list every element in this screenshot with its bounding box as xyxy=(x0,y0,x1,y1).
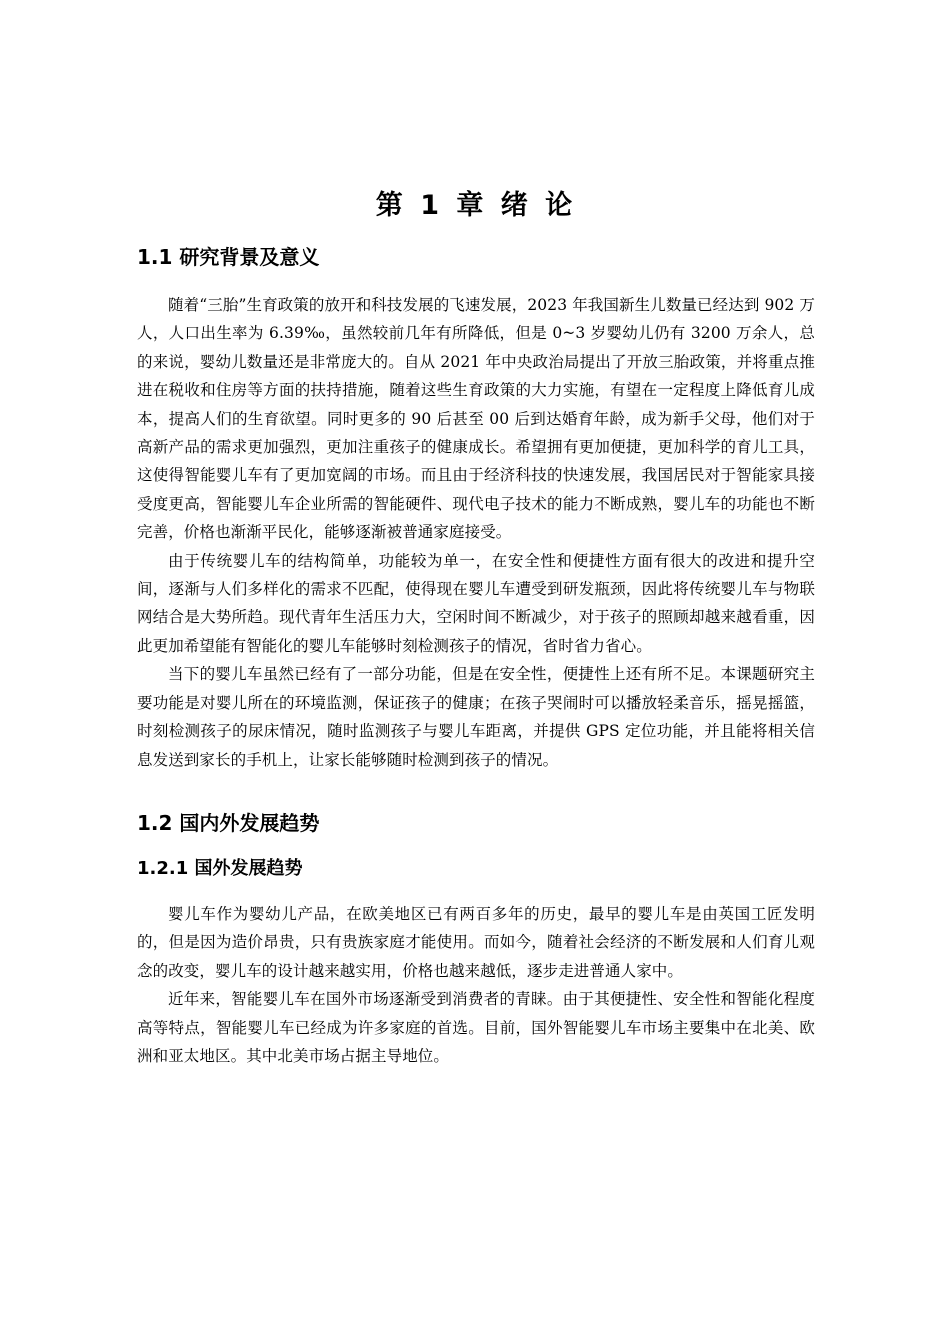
page-content xyxy=(137,188,815,1070)
paragraph-1-1-c: 当下的婴儿车虽然已经有了一部分功能，但是在安全性，便捷性上还有所不足。本课题研究主要功能是对婴儿所在的环境监测，保证孩子的健康；在孩子哭闹时可以播放轻柔音乐，摇晃摇篮，时刻检测孩子的尿床情况，随时监测孩子与婴儿车距离，并提供 GPS 定位功能，并且能将相关信息发送到家长的手机上，让家长能够随时检测到孩子的情况。 xyxy=(137,665,815,769)
section-heading-1-2-1: 1.2.1 国外发展趋势 xyxy=(137,857,303,879)
paragraph-1-2-1-b: 近年来，智能婴儿车在国外市场逐渐受到消费者的青睐。由于其便捷性、安全性和智能化程度高等特点，智能婴儿车已经成为许多家庭的首选。目前，国外智能婴儿车市场主要集中在北美、欧洲和亚太地区。其中北美市场占据主导地位。 xyxy=(137,990,815,1065)
paragraph-1-1-b: 由于传统婴儿车的结构简单，功能较为单一，在安全性和便捷性方面有很大的改进和提升空间，逐渐与人们多样化的需求不匹配，使得现在婴儿车遭受到研发瓶颈，因此将传统婴儿车与物联网结合是大势所趋。现代青年生活压力大，空闲时间不断减少，对于孩子的照顾却越来越看重，因此更加希望能有智能化的婴儿车能够时刻检测孩子的情况，省时省力省心。 xyxy=(137,551,815,655)
section-heading-1-2: 1.2 国内外发展趋势 xyxy=(137,810,320,835)
chapter-title: 第 1 章 绪 论 xyxy=(375,190,577,221)
paragraph-1-2-1-a: 婴儿车作为婴幼儿产品，在欧美地区已有两百多年的历史，最早的婴儿车是由英国工匠发明的，但是因为造价昂贵，只有贵族家庭才能使用。而如今，随着社会经济的不断发展和人们育儿观念的改变，婴儿车的设计越来越实用，价格也越来越低，逐步走进普通人家中。 xyxy=(137,904,815,980)
paragraph-1-1-a: 随着“三胎”生育政策的放开和科技发展的飞速发展，2023 年我国新生儿数量已经达到 902 万人，人口出生率为 6.39‰，虽然较前几年有所降低，但是 0~3 岁婴幼儿仍有 3200 万余人，总的来说，婴幼儿数量还是非常庞大的。自从 2021 年中央政治局提出了开放三胎政策，并将重点推进在税收和住房等方面的扶持措施，随着这些生育政策的大力实施，有望在一定程度上降低育儿成本，提高人们的生育欲望。同时更多的 90 后甚至 00 后到达婚育年龄，成为新手父母，他们对于高新产品的需求更加强烈，更加注重孩子的健康成长。希望拥有更加便捷，更加科学的育儿工具，这使得智能婴儿车有了更加宽阔的市场。而且由于经济科技的快速发展，我国居民对于智能家具接受度更高，智能婴儿车企业所需的智能硬件、现代电子技术的能力不断成熟，婴儿车的功能也不断完善，价格也渐渐平民化，能够逐渐被普通家庭接受。 xyxy=(137,296,815,542)
section-heading-1-1: 1.1 研究背景及意义 xyxy=(137,245,320,269)
